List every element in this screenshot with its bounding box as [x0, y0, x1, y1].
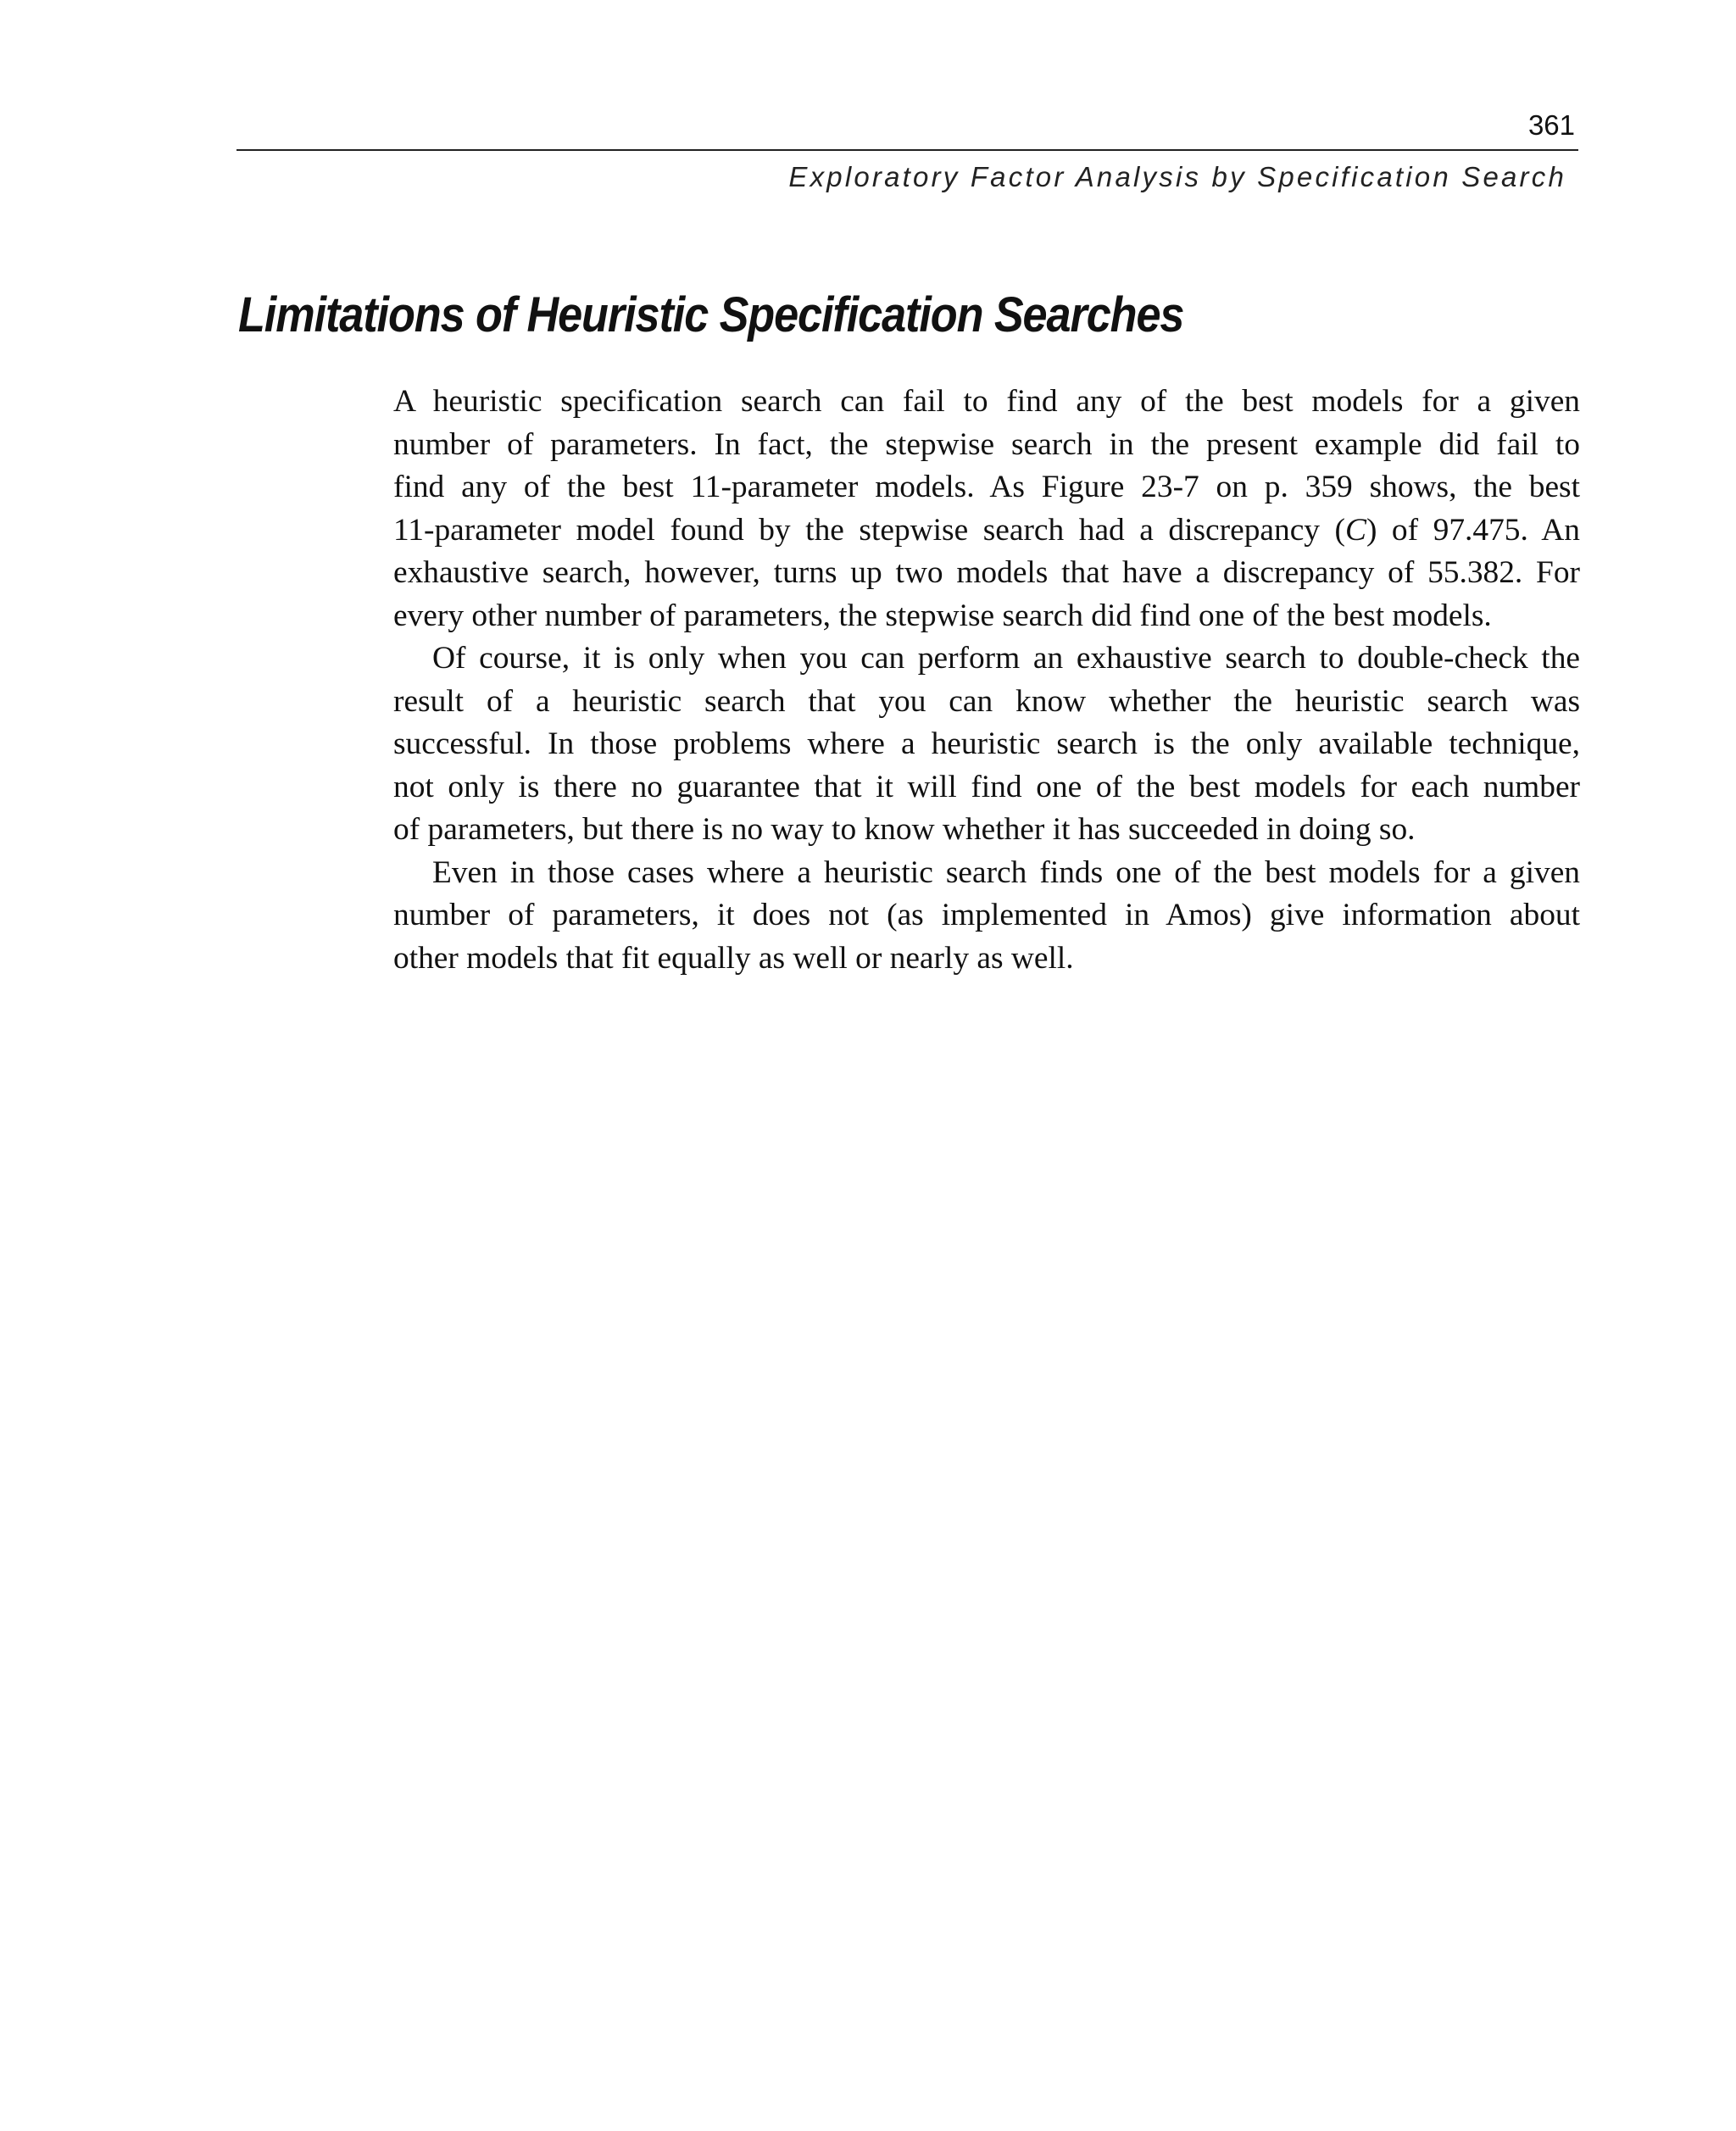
text-segment: 11-parameter model found by the stepwise search had a discrepancy (	[393, 512, 1345, 548]
text-line: successful. In those problems where a heuristic search is the only available technique,	[393, 726, 1580, 761]
text-segment: ) of 97.475. An	[1366, 512, 1580, 548]
running-head: Exploratory Factor Analysis by Specification Search	[788, 161, 1566, 192]
text-line: Of course, it is only when you can perform an exhaustive search to double-check the	[432, 641, 1580, 676]
text-line	[393, 509, 1580, 553]
header-rule	[236, 149, 1578, 151]
text-line: A heuristic specification search can fail to find any of the best models for a given	[393, 384, 1580, 419]
italic-variable: C	[1344, 512, 1366, 548]
text-line: every other number of parameters, the stepwise search did find one of the best models.	[393, 598, 1492, 633]
text-line: number of parameters, it does not (as implemented in Amos) give information about	[393, 898, 1580, 932]
text-line: other models that fit equally as well or nearly as well.	[393, 940, 1074, 976]
text-line: number of parameters. In fact, the stepwise search in the present example did fail to	[393, 426, 1580, 462]
section-title: Limitations of Heuristic Specification Searches	[238, 287, 1184, 342]
paragraph-3	[393, 852, 1580, 981]
text-line: Even in those cases where a heuristic search finds one of the best models for a given	[432, 854, 1580, 890]
text-line: exhaustive search, however, turns up two models that have a discrepancy of 55.382. For	[393, 555, 1580, 590]
paragraph-1	[393, 381, 1580, 637]
text-line: result of a heuristic search that you can know whether the heuristic search was	[393, 683, 1580, 719]
text-line: find any of the best 11-parameter models. As Figure 23-7 on p. 359 shows, the best	[393, 470, 1580, 504]
page-number: 361	[1527, 109, 1575, 141]
body-text	[393, 381, 1580, 980]
paragraph-2	[393, 637, 1580, 852]
text-line: of parameters, but there is no way to know whether it has succeeded in doing so.	[393, 812, 1416, 847]
text-line: not only is there no guarantee that it will find one of the best models for each number	[393, 769, 1580, 804]
